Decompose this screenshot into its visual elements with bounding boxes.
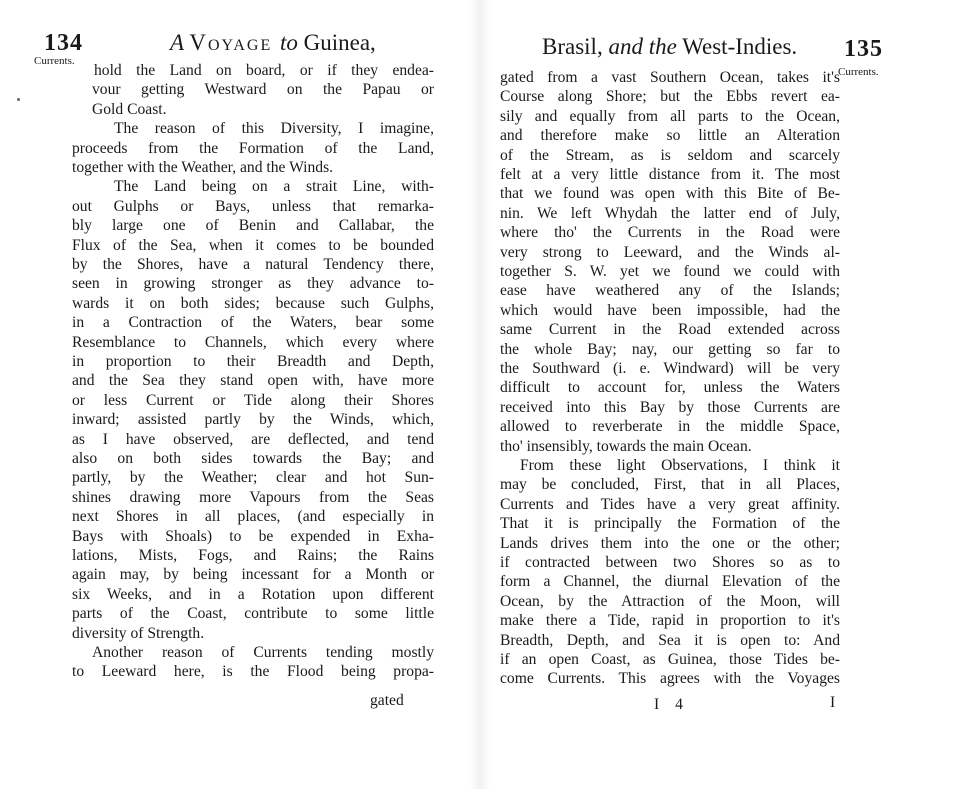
text-line: to Leeward here, is the Flood being propa-	[72, 663, 434, 681]
text-line: sily and equally from all parts to the Ocean,	[500, 107, 840, 125]
text-line: also on both sides towards the Bay; and	[72, 450, 434, 467]
text-line: Resemblance to Channels, which every where	[72, 333, 434, 351]
text-line: diversity of Strength.	[72, 624, 205, 642]
text-line: that we found was open with this Bite of Be-	[500, 185, 840, 203]
text-line: in proportion to their Breadth and Depth,	[72, 353, 434, 370]
text-line: The Land being on a strait Line, with-	[114, 178, 434, 196]
text-line: ease have weathered any of the Islands;	[500, 282, 840, 300]
text-line: the Southward (i. e. Windward) will be very	[500, 360, 840, 377]
text-line: if contracted between two Shores so as to	[500, 554, 840, 571]
text-line: together with the Weather, and the Winds.	[72, 159, 334, 176]
left-running-head-voyage: Voyage	[189, 30, 280, 55]
text-line: or less Current or Tide along their Shores	[72, 391, 434, 409]
text-line: shines drawing more Vapours from the Seas	[72, 488, 434, 506]
text-line: allowed to reverberate in the middle Space,	[500, 418, 840, 436]
right-signature-mark: I 4	[654, 696, 689, 713]
text-line: The reason of this Diversity, I imagine,	[114, 120, 434, 138]
text-line: Breadth, Depth, and Sea it is open to: And	[500, 631, 840, 649]
text-line: Lands drives them into the one or the other;	[500, 534, 840, 552]
text-line: received into this Bay by those Currents are	[500, 398, 840, 416]
text-line: nin. We left Whydah the latter end of July,	[500, 204, 840, 222]
text-line: very strong to Leeward, and the Winds al-	[500, 243, 840, 261]
text-line: by the Shores, have a natural Tendency there,	[72, 256, 434, 273]
text-line: may be concluded, First, that in all Places,	[500, 476, 840, 494]
text-line: Ocean, by the Attraction of the Moon, will	[500, 592, 840, 610]
right-running-head-west-indies: West-Indies.	[676, 34, 798, 59]
text-line: bly large one of Benin and Callabar, the	[72, 217, 434, 235]
text-line: difficult to account for, unless the Waters	[500, 379, 840, 397]
text-line: gated from a vast Southern Ocean, takes it's	[500, 69, 840, 86]
text-line: From these light Observations, I think it	[520, 457, 840, 474]
ink-speck	[17, 98, 20, 101]
text-line: come Currents. This agrees with the Voyages	[500, 670, 840, 688]
text-line: seen in growing stronger as they advance to-	[72, 275, 434, 293]
text-line: of the Stream, as is seldom and scarcely	[500, 146, 840, 164]
right-running-head-and-the: and the	[608, 34, 677, 59]
text-line: Flux of the Sea, when it comes to be bounded	[72, 236, 434, 254]
text-line: That it is principally the Formation of the	[500, 515, 840, 533]
text-line: next Shores in all places, (and especially in	[72, 508, 434, 526]
text-line: six Weeks, and in a Rotation upon different	[72, 585, 434, 603]
right-margin-note: Currents.	[838, 66, 879, 78]
left-page-number: 134	[44, 30, 83, 56]
book-gutter	[470, 0, 490, 789]
text-line: felt at a very little distance from it. The most	[500, 166, 840, 183]
text-line: and the Sea they stand open with, have more	[72, 372, 434, 390]
text-line: wards it on both sides; because such Gulphs,	[72, 294, 434, 312]
text-line: inward; assisted partly by the Winds, which,	[72, 411, 434, 429]
text-line: form a Channel, the diurnal Elevation of the	[500, 573, 840, 591]
left-running-head	[170, 30, 376, 56]
text-line: together S. W. yet we found we could with	[500, 263, 840, 280]
text-line: same Current in the Road extended across	[500, 321, 840, 339]
text-line: in a Contraction of the Waters, bear some	[72, 314, 434, 332]
right-running-head-brasil: Brasil,	[542, 34, 609, 59]
left-running-head-a: A	[170, 30, 190, 55]
text-line: tho' insensibly, towards the main Ocean.	[500, 437, 752, 455]
text-line: make there a Tide, rapid in proportion to it's	[500, 612, 840, 630]
text-line: again may, by being incessant for a Month or	[72, 566, 434, 584]
left-catchword: gated	[370, 692, 404, 709]
text-line: if an open Coast, as Guinea, those Tides be-	[500, 651, 840, 668]
text-line: vour getting Westward on the Papau or	[92, 81, 434, 99]
text-line: partly, by the Weather; clear and hot Sun-	[72, 469, 434, 487]
text-line: parts of the Coast, contribute to some little	[72, 605, 434, 623]
text-line: the whole Bay; nay, our getting so far to	[500, 340, 840, 358]
right-running-head	[542, 34, 797, 60]
left-running-head-guinea: Guinea,	[297, 30, 376, 55]
left-margin-note: Currents.	[34, 55, 75, 67]
text-line: Gold Coast.	[92, 100, 167, 118]
text-line: as I have observed, are deflected, and tend	[72, 430, 434, 448]
text-line: hold the Land on board, or if they endea-	[94, 62, 434, 79]
text-line: Another reason of Currents tending mostly	[92, 644, 434, 661]
text-line: Course along Shore; but the Ebbs revert ea-	[500, 88, 840, 106]
right-page	[490, 0, 980, 789]
text-line: and therefore make so little an Alteration	[500, 127, 840, 145]
text-line: Currents and Tides have a very great affinity.	[500, 495, 840, 513]
text-line: which would have been impossible, had the	[500, 301, 840, 319]
text-line: out Gulphs or Bays, unless that remarka-	[72, 197, 434, 215]
left-page	[0, 0, 470, 789]
text-line: lations, Mists, Fogs, and Rains; the Rains	[72, 547, 434, 564]
right-page-number: 135	[844, 36, 883, 62]
right-catchword: I	[830, 694, 836, 711]
text-line: proceeds from the Formation of the Land,	[72, 139, 434, 157]
text-line: where tho' the Currents in the Road were	[500, 224, 840, 242]
left-running-head-to: to	[279, 30, 298, 55]
text-line: Bays with Shoals) to be expended in Exha-	[72, 527, 434, 545]
